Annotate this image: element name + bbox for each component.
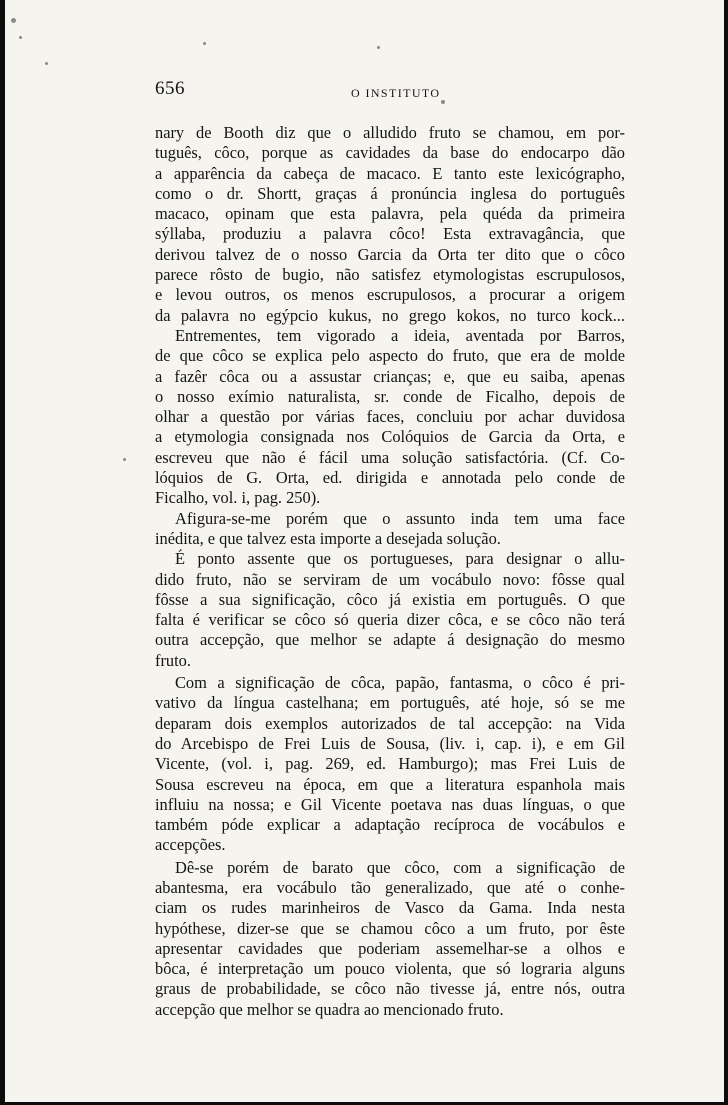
text-line: deparam dois exemplos autorizados de tal accepção: na Vida — [155, 713, 625, 733]
text-line: bôca, é interpretação um pouco violenta, que só lograria alguns — [155, 959, 625, 979]
ink-speck — [45, 62, 48, 65]
text-line: Vicente, (vol. i, pag. 269, ed. Hamburgo); mas Frei Luis de — [155, 754, 625, 774]
paragraph — [155, 509, 625, 550]
text-line: falta é verificar se côco só queria dizer côca, e se côco não terá — [155, 610, 625, 630]
text-line: abantesma, era vocábulo tão generalizado, que até o conhe- — [155, 877, 625, 897]
text-line: tuguês, côco, porque as cavidades da base do endocarpo dão — [155, 143, 625, 163]
text-line: a etymologia consignada nos Colóquios de Garcia da Orta, e — [155, 427, 625, 447]
text-line: accepções. — [155, 835, 226, 855]
text-line: apresentar cavidades que poderiam assemelhar-se a olhos e — [155, 938, 625, 958]
text-line: Ficalho, vol. i, pag. 250). — [155, 488, 321, 508]
page-header — [155, 78, 625, 108]
text-line: e levou outros, os menos escrupulosos, a procurar a origem — [155, 285, 625, 305]
text-line: outra accepção, que melhor se adapte á designação do mesmo — [155, 630, 625, 650]
text-line: de que côco se explica pelo aspecto do fruto, que era de molde — [155, 346, 625, 366]
text-line: Entrementes, tem vigorado a ideia, aventada por Barros, — [175, 325, 625, 345]
text-line: parece rôsto de bugio, não satisfez etymologistas escrupulosos, — [155, 265, 625, 285]
text-line: macaco, opinam que esta palavra, pela quéda da primeira — [155, 204, 625, 224]
text-line: da palavra no egýpcio kukus, no grego kokos, no turco kock... — [155, 305, 625, 325]
text-line: também póde explicar a adaptação recíproca de vocábulos e — [155, 815, 625, 835]
text-line: olhar a questão por várias faces, concluiu por achar duvidosa — [155, 407, 625, 427]
running-head: O INSTITUTO — [351, 86, 441, 100]
paragraph — [155, 673, 625, 856]
ink-speck — [19, 36, 22, 39]
text-line: lóquios de G. Orta, ed. dirigida e annotada pelo conde de — [155, 468, 625, 488]
text-line: É ponto assente que os portugueses, para designar o allu- — [175, 549, 625, 569]
text-line: Sousa escreveu na época, em que a literatura espanhola mais — [155, 774, 625, 794]
text-line: Afigura-se-me porém que o assunto inda tem uma face — [175, 508, 625, 528]
paragraph — [155, 326, 625, 509]
text-line: accepção que melhor se quadra ao mencionado fruto. — [155, 999, 504, 1019]
text-line: do Arcebispo de Frei Luis de Sousa, (liv. i, cap. i), e em Gil — [155, 733, 625, 753]
text-line: fruto. — [155, 650, 191, 670]
paragraph — [155, 549, 625, 671]
text-line: vativo da língua castelhana; em português, até hoje, só se me — [155, 693, 625, 713]
text-line: Com a significação de côca, papão, fantasma, o côco é pri- — [175, 673, 625, 693]
text-line: hypóthese, dizer-se que se chamou côco a um fruto, por êste — [155, 918, 625, 938]
text-line: inédita, e que talvez esta importe a desejada solução. — [155, 528, 501, 548]
text-line: o nosso exímio naturalista, sr. conde de Ficalho, depois de — [155, 386, 625, 406]
text-line: derivou talvez de o nosso Garcia da Orta ter dito que o côco — [155, 244, 625, 264]
ink-speck — [11, 18, 16, 23]
text-line: como o dr. Shortt, graças á pronúncia inglesa do português — [155, 183, 625, 203]
text-line: fôsse a sua significação, côco já existia em português. O que — [155, 589, 625, 609]
paragraph — [155, 123, 625, 326]
text-line: dido fruto, não se serviram de um vocábulo novo: fôsse qual — [155, 569, 625, 589]
ink-speck — [377, 46, 380, 49]
text-line: graus de probabilidade, se côco não tivesse já, entre nós, outra — [155, 979, 625, 999]
body-text — [155, 123, 625, 1020]
text-line: escreveu que não é fácil uma solução satisfactória. (Cf. Co- — [155, 447, 625, 467]
text-line: influiu na nossa; e Gil Vicente poetava nas duas línguas, o que — [155, 794, 625, 814]
paragraph — [155, 858, 625, 1020]
text-line: sýllaba, produziu a palavra côco! Esta extravagância, que — [155, 224, 625, 244]
text-line: a apparência da cabeça de macaco. E tanto este lexicógrapho, — [155, 163, 625, 183]
page-number: 656 — [155, 78, 185, 99]
text-line: a fazêr côca ou a assustar crianças; e, que eu saiba, apenas — [155, 366, 625, 386]
text-line: nary de Booth diz que o alludido fruto se chamou, em por- — [155, 123, 625, 142]
text-line: ciam os rudes marinheiros de Vasco da Gama. Inda nesta — [155, 898, 625, 918]
text-line: Dê-se porém de barato que côco, com a significação de — [175, 857, 625, 877]
ink-speck — [203, 42, 206, 45]
ink-speck — [123, 458, 126, 461]
